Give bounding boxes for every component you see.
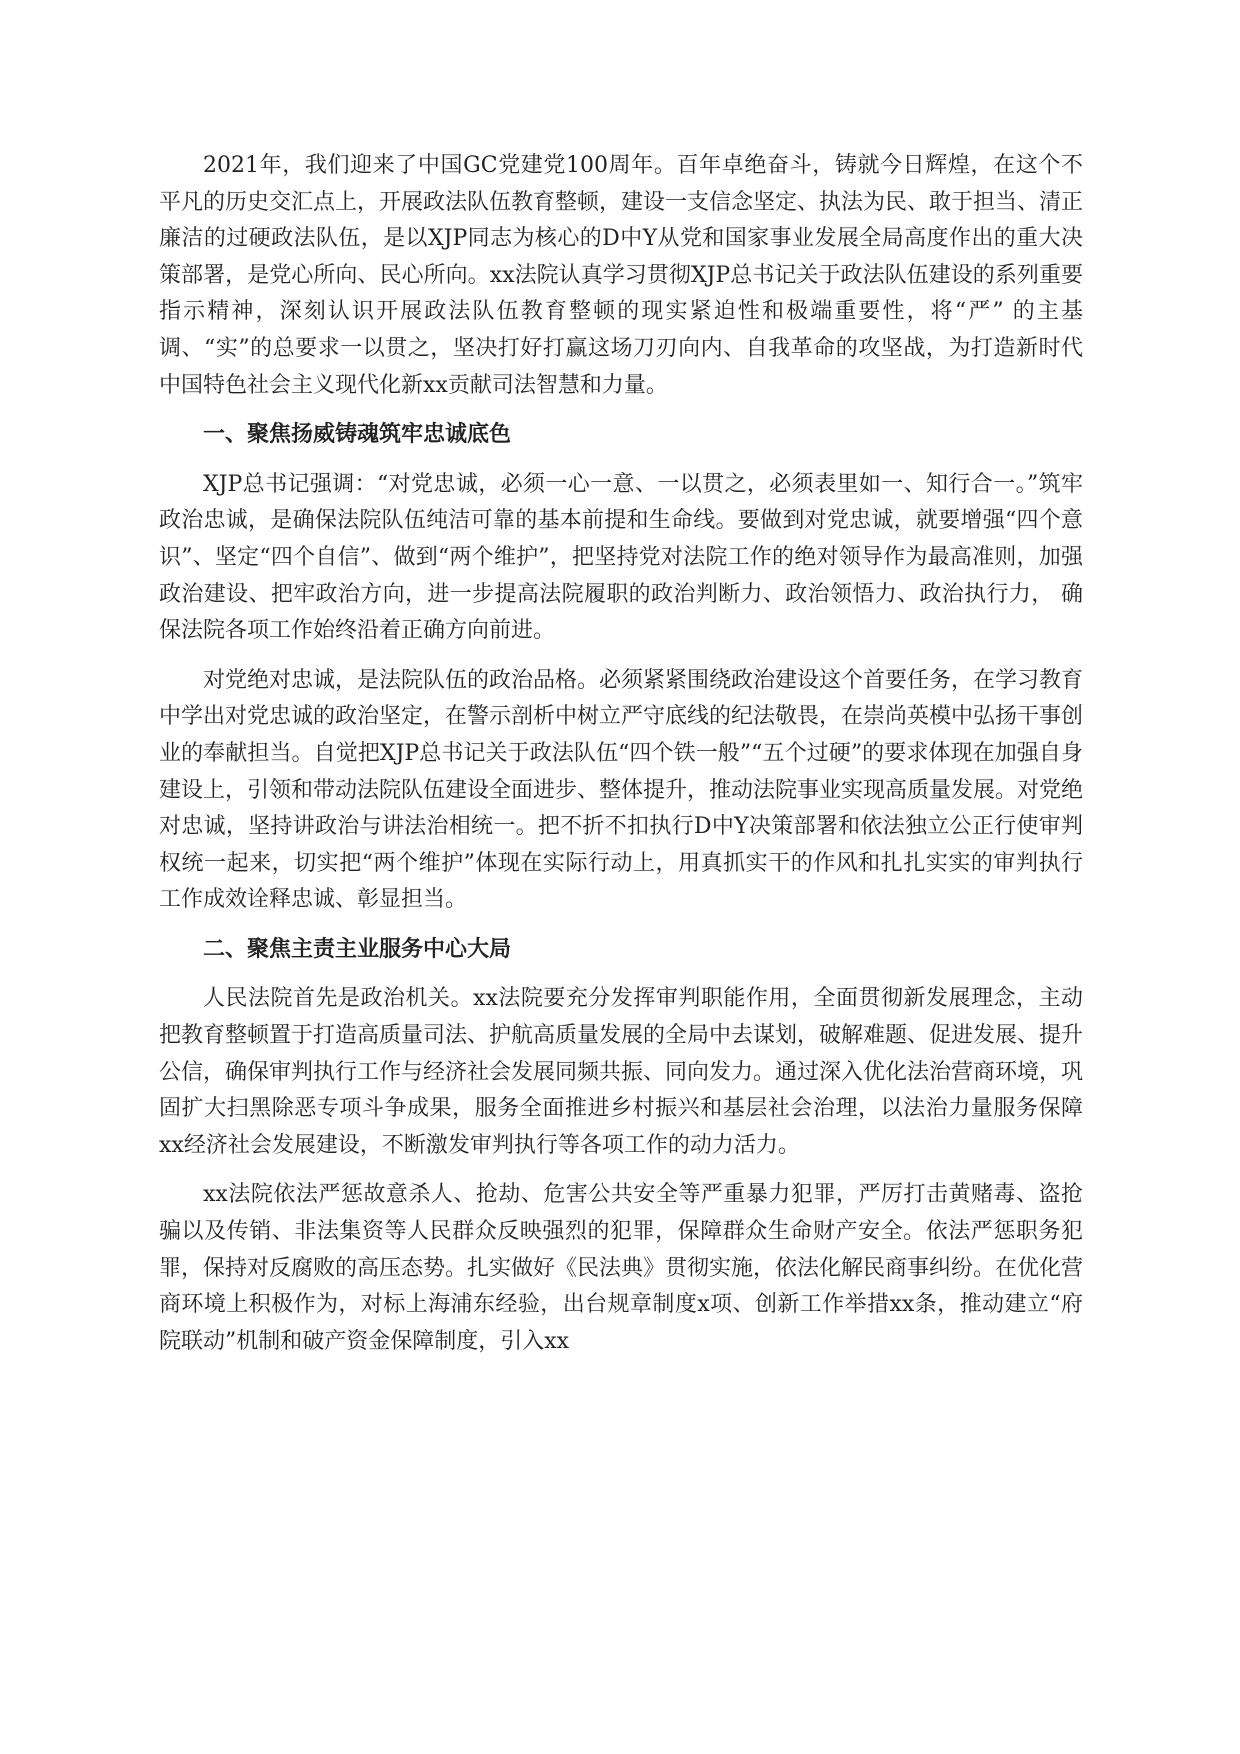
section-1-paragraph-2: 对党绝对忠诚，是法院队伍的政治品格。必须紧紧围绕政治建设这个首要任务，在学习教育中学出对党忠诚的政治坚定，在警示剖析中树立严守底线的纪法敬畏，在崇尚英模中弘扬干事创业的奉献担当。自觉把XJP总书记关于政法队伍“四个铁一般”“五个过硬”的要求体现在加强自身建设上，引领和带动法院队伍建设全面进步、整体提升，推动法院事业实现高质量发展。对党绝对忠诚，坚持讲政治与讲法治相统一。把不折不扣执行D中Y决策部署和依法独立公正行使审判权统一起来，切实把“两个维护”体现在实际行动上，用真抓实干的作风和扎扎实实的审判执行工作成效诠释忠诚、彰显担当。 [159,667,1084,913]
document-body [159,148,1083,1373]
section-2-paragraph-1: 人民法院首先是政治机关。xx法院要充分发挥审判职能作用，全面贯彻新发展理念，主动把教育整顿置于打造高质量司法、护航高质量发展的全局中去谋划，破解难题、促进发展、提升公信，确保审判执行工作与经济社会发展同频共振、同向发力。通过深入优化法治营商环境，巩固扩大扫黑除恶专项斗争成果，服务全面推进乡村振兴和基层社会治理，以法治力量服务保障xx经济社会发展建设，不断激发审判执行等各项工作的动力活力。 [159,986,1084,1158]
section-1-paragraph-1: XJP总书记强调：“对党忠诚，必须一心一意、一以贯之，必须表里如一、知行合一。”筑牢政治忠诚，是确保法院队伍纯洁可靠的基本前提和生命线。要做到对党忠诚，就要增强“四个意识”、坚定“四个自信”、做到“两个维护”，把坚持党对法院工作的绝对领导作为最高准则，加强政治建设、把牢政治方向，进一步提高法院履职的政治判断力、政治领悟力、政治执行力， 确保法院各项工作始终沿着正确方向前进。 [159,471,1083,644]
section-2-paragraph-2: xx法院依法严惩故意杀人、抢劫、危害公共安全等严重暴力犯罪，严厉打击黄赌毒、盗抢骗以及传销、非法集资等人民群众反映强烈的犯罪，保障群众生命财产安全。依法严惩职务犯罪，保持对反腐败的高压态势。扎实做好《民法典》贯彻实施，依法化解民商事纠纷。在优化营商环境上积极作为，对标上海浦东经验，出台规章制度x项、创新工作举措xx条，推动建立“府院联动”机制和破产资金保障制度，引入xx [159,1182,1084,1354]
section-2-heading: 二、聚焦主责主业服务中心大局 [203,936,512,962]
intro-paragraph: 2021年，我们迎来了中国GC党建党100周年。百年卓绝奋斗，铸就今日辉煌，在这个不平凡的历史交汇点上，开展政法队伍教育整顿，建设一支信念坚定、执法为民、敢于担当、清正廉洁的过硬政法队伍，是以XJP同志为核心的D中Y从党和国家事业发展全局高度作出的重大决策部署，是党心所向、民心所向。xx法院认真学习贯彻XJP总书记关于政法队伍建设的系列重要指示精神，深刻认识开展政法队伍教育整顿的现实紧迫性和极端重要性，将“严” 的主基调、“实”的总要求一以贯之，坚决打好打赢这场刀刃向内、自我革命的攻坚战，为打造新时代中国特色社会主义现代化新xx贡献司法智慧和力量。 [159,153,1084,398]
section-1-heading: 一、聚焦扬威铸魂筑牢忠诚底色 [203,422,512,448]
